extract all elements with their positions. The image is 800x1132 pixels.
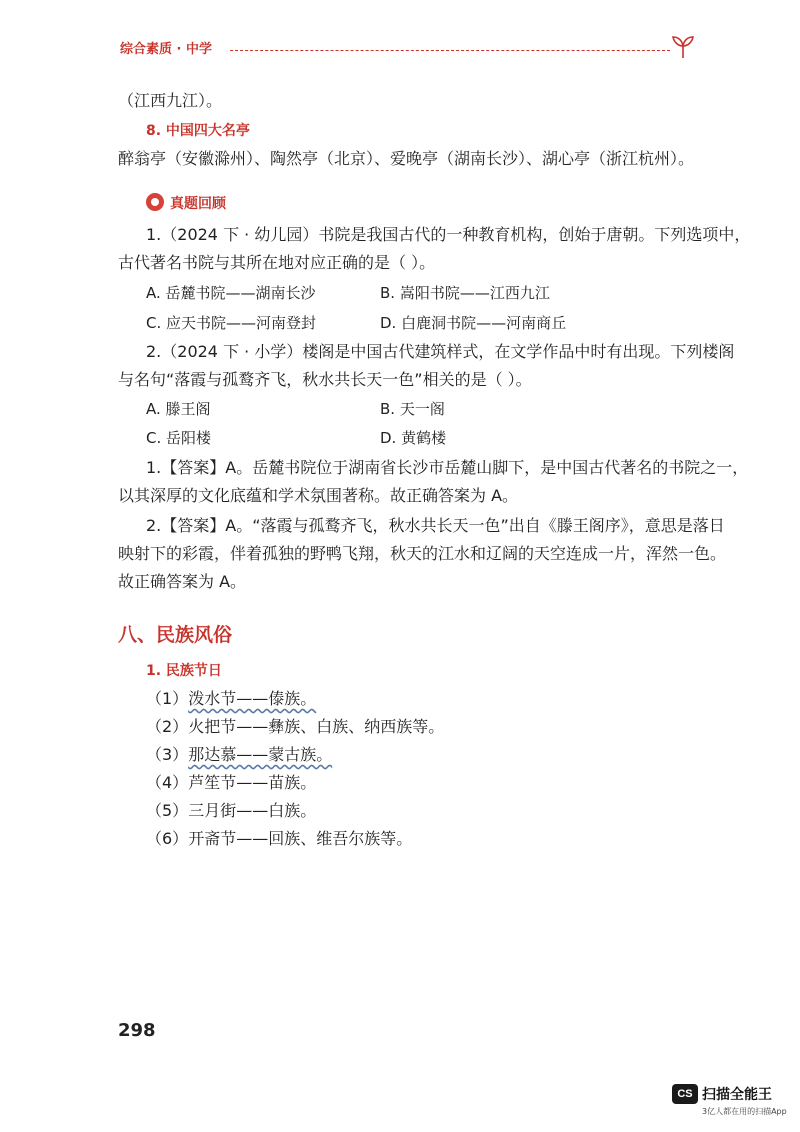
festival-item	[146, 744, 332, 766]
page-number: 298	[118, 1020, 156, 1041]
festival-num: （4）	[146, 773, 189, 792]
answer-2-label: 2.【答案】	[146, 516, 226, 535]
festival-num: （6）	[146, 829, 189, 848]
header-divider	[230, 50, 670, 51]
answer-1-label: 1.【答案】	[146, 458, 226, 477]
q1-option-b: B. 嵩阳书院——江西九江	[380, 284, 550, 302]
subsection-festivals: 1. 民族节日	[146, 663, 222, 679]
festival-item	[146, 800, 316, 822]
q2-line-2: 与名句“落霞与孤鹜齐飞，秋水共长天一色”相关的是（ ）。	[118, 370, 532, 389]
section-title-customs: 八、民族风俗	[118, 624, 233, 646]
festival-text: 开斋节——回族、维吾尔族等。	[188, 829, 413, 848]
festival-item	[146, 688, 316, 710]
answer-1-line-1	[146, 457, 748, 479]
review-heading	[146, 193, 226, 215]
festival-num: （2）	[146, 717, 189, 736]
answer-2-text: A。“落霞与孤鹜齐飞，秋水共长天一色”出自《滕王阁序》，意思是落日	[225, 516, 725, 535]
q2-option-c: C. 岳阳楼	[146, 429, 212, 447]
continuation-text: （江西九江）。	[118, 91, 223, 110]
sprout-icon	[668, 34, 698, 60]
section-8-text: 醉翁亭（安徽滁州）、陶然亭（北京）、爱晚亭（湖南长沙）、湖心亭（浙江杭州）。	[118, 149, 695, 168]
festival-num: （1）	[146, 689, 189, 708]
q2-option-a: A. 滕王阁	[146, 400, 211, 418]
festival-text: 泼水节——傣族。	[188, 689, 317, 708]
section-8-title: 8. 中国四大名亭	[146, 123, 250, 139]
festival-item	[146, 716, 444, 738]
q2-option-b: B. 天一阁	[380, 400, 445, 418]
answer-2-line-1	[146, 515, 725, 537]
q1-line-1: 1.（2024 下 · 幼儿园）书院是我国古代的一种教育机构，创始于唐朝。下列选项中，	[146, 225, 751, 244]
answer-2-line-3: 故正确答案为 A。	[118, 572, 247, 591]
q1-option-d: D. 白鹿洞书院——河南商丘	[380, 314, 567, 332]
festival-item	[146, 772, 316, 794]
festival-text: 火把节——彝族、白族、纳西族等。	[188, 717, 445, 736]
festival-num: （3）	[146, 745, 189, 764]
q2-line-1: 2.（2024 下 · 小学）楼阁是中国古代建筑样式，在文学作品中时有出现。下列楼阁	[146, 342, 735, 361]
q1-option-c: C. 应天书院——河南登封	[146, 314, 317, 332]
answer-1-text: A。岳麓书院位于湖南省长沙市岳麓山脚下，是中国古代著名的书院之一，	[225, 458, 749, 477]
festival-num: （5）	[146, 801, 189, 820]
festival-text: 那达慕——蒙古族。	[188, 745, 333, 764]
header-title: 综合素质 · 中学	[120, 42, 212, 57]
flower-icon	[146, 193, 164, 211]
answer-1-line-2: 以其深厚的文化底蕴和学术氛围著称。故正确答案为 A。	[118, 486, 519, 505]
page-header	[120, 34, 700, 60]
answer-2-line-2: 映射下的彩霞，伴着孤独的野鸭飞翔，秋天的江水和辽阔的天空连成一片，浑然一色。	[118, 544, 727, 563]
festival-text: 三月街——白族。	[188, 801, 317, 820]
q1-option-a: A. 岳麓书院——湖南长沙	[146, 284, 316, 302]
q1-line-2: 古代著名书院与其所在地对应正确的是（ ）。	[118, 253, 436, 272]
review-title: 真题回顾	[170, 196, 226, 212]
watermark-subtitle: 3亿人都在用的扫描App	[702, 1107, 787, 1116]
watermark-title: 扫描全能王	[702, 1087, 772, 1103]
festival-item	[146, 828, 412, 850]
camscanner-logo-icon: CS	[672, 1084, 698, 1104]
festival-text: 芦笙节——苗族。	[188, 773, 317, 792]
q2-option-d: D. 黄鹤楼	[380, 429, 447, 447]
scanner-watermark	[672, 1082, 787, 1122]
